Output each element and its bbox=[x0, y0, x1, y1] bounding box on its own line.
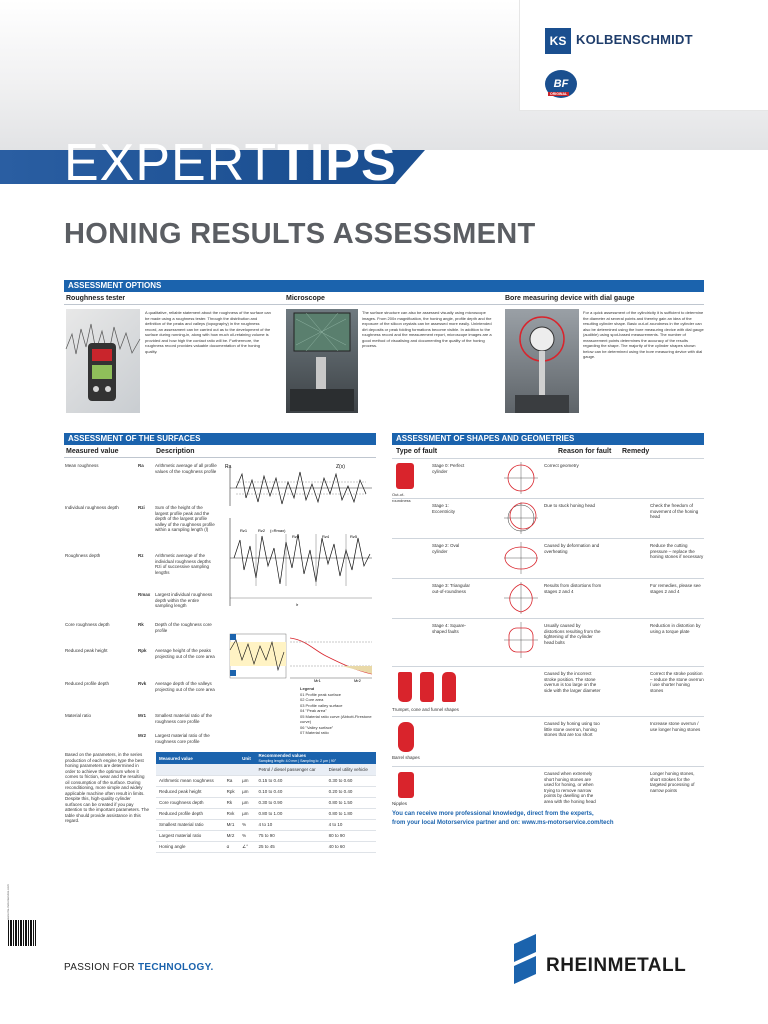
table-row: Reduced peak height Rpk µm 0.10 to 0.40 0.20 to 0.40 bbox=[156, 786, 376, 797]
shape-row: Trumpet, cone and funnel shapes Caused by the incorrect stroke position. The stone overrun is too large on the side with the larger diameter Correct the stroke position – reduce the stone overrun / use shorter honing stones bbox=[392, 666, 704, 716]
rheinmetall-logo-icon bbox=[514, 934, 542, 984]
surfaces-head-value: Measured value bbox=[66, 448, 119, 455]
legend bbox=[300, 686, 376, 736]
option-text-bore-gauge: For a quick assessment of the cylindricity it is sufficient to determine the diameter at several points and thereby gain an idea of the resulting cylinder shape. Basic out-of-roundness in the cylinder can also be determined using the bore measuring device with dial gauge (audible) using spot-based measurements. The number of measurement points determines the accuracy of the results regarding the shape. The majority of the cylinder shapes shown below can be determined using the bore measuring device with dial gauge. bbox=[583, 310, 704, 359]
options-bar: ASSESSMENT OPTIONS bbox=[64, 280, 704, 292]
roughness-record-graphic bbox=[66, 309, 140, 413]
expert-tips-title bbox=[64, 134, 397, 192]
expert-word: EXPERT bbox=[64, 134, 278, 192]
passion-word: PASSION FOR bbox=[64, 962, 135, 973]
label-rz4: Rz4 bbox=[322, 534, 330, 539]
microscope-photo bbox=[286, 309, 358, 413]
kolbenschmidt-logo: KS bbox=[545, 28, 571, 54]
surface-row: Mean roughness Ra Arithmetic average of all profile values of the roughness profile bbox=[65, 463, 217, 474]
table-head-recommended: Recommended values Sampling length: 4.0 mm | Sampling lc: 2 µm | 90° bbox=[256, 752, 376, 764]
roughness-profile-diagram bbox=[226, 458, 376, 608]
col-head-diesel: Diesel utility vehicle bbox=[326, 764, 376, 775]
rheinmetall-name: RHEINMETALL bbox=[546, 955, 687, 976]
stage3-shape-icon bbox=[504, 582, 538, 614]
legend-item: 06 "Valley surface" bbox=[300, 724, 334, 730]
shapes-bar: ASSESSMENT OF SHAPES AND GEOMETRIES bbox=[392, 433, 704, 445]
surface-row: Core roughness depth Rk Depth of the roughness core profile bbox=[65, 622, 212, 633]
technology-word: TECHNOLOGY. bbox=[138, 962, 214, 973]
shape-row: Stage 4: Square-shaped faults Usually caused by distortions resulting from the tightening of the cylinder head bolts Reduction in distortion by using a torque plate bbox=[392, 618, 704, 666]
col-head-petrol: Petrol / diesel passenger car bbox=[256, 764, 326, 775]
option-text-microscope: The surface structure can also be assessed visually using microscope images. From 200x magnification, the honing angle, profile depth and the exposure of the silicon crystals can be assessed more easily. Unintended dirt deposits or peak folding formations become visible. In addition to the roughness record and the measurement report, microscope images are a good method of visualising and documenting the quality of the honing process. bbox=[362, 310, 492, 348]
table-row: Honing angle α ∠° 25 to 45 40 to 60 bbox=[156, 841, 376, 852]
abbott-curve-diagram bbox=[226, 630, 376, 682]
label-rz3: Rz3 bbox=[292, 534, 300, 539]
surface-row: Material ratio Mr1 Smallest material ratio of the roughness core profile bbox=[65, 713, 213, 724]
table-row: Arithmetic mean roughness Ra µm 0.15 to 0.40 0.30 to 0.60 bbox=[156, 775, 376, 786]
bore-gauge-photo bbox=[505, 309, 579, 413]
shape-row: Stage 2: Oval cylinder Caused by deformation and overheating Reduce the cutting pressure – replace the honing stones if necessary bbox=[392, 538, 704, 578]
legend-item: 02 Core area bbox=[300, 697, 324, 702]
surface-row: Individual roughness depth Rzi Sum of the height of the largest profile peak and the depth of the largest profile valley of the roughness profile within a sampling length (l) bbox=[65, 505, 215, 532]
label-lr: lr bbox=[296, 602, 299, 607]
microscope-graphic bbox=[286, 309, 358, 413]
barcode bbox=[8, 920, 36, 946]
label-zx: Z(x) bbox=[336, 464, 345, 470]
table-head-value: Measured value bbox=[156, 752, 239, 764]
legend-item: 03 Profile valley surface bbox=[300, 702, 343, 708]
surface-row: Roughness depth Rz Arithmetic average of the individual roughness depths Rzi of successive sampling lengths bbox=[65, 553, 211, 575]
tips-word: TIPS bbox=[277, 134, 397, 192]
legend-item: 04 "Peak area" bbox=[300, 708, 327, 713]
legend-item: 01 Profile peak surface bbox=[300, 691, 341, 697]
shape-row: Stage 0: Perfect cylinder Correct geometry bbox=[392, 458, 704, 498]
surface-row: Reduced profile depth Rvk Average depth of the valleys projecting out of the core area bbox=[65, 681, 215, 692]
cone-shape-icon bbox=[420, 672, 434, 702]
label-rz2: Rz2 bbox=[258, 528, 266, 533]
bf-logo-sub: ORIGINAL bbox=[550, 92, 568, 96]
stage4-shape-icon bbox=[504, 622, 538, 658]
table-head-unit: Unit bbox=[239, 752, 255, 764]
recommended-values-table bbox=[156, 752, 376, 853]
surface-row: Rmax Largest individual roughness depth within the entire sampling length bbox=[138, 592, 213, 608]
roughness-tester-photo bbox=[66, 309, 140, 413]
option-title-roughness: Roughness tester bbox=[66, 295, 126, 302]
shape-row: Stage 3: Triangular out-of-roundness Results from distortions from stages 2 and 4 For remedies, please see stages 2 and 4 bbox=[392, 578, 704, 618]
shapes-head-type: Type of fault bbox=[396, 448, 438, 455]
shapes-head-remedy: Remedy bbox=[622, 448, 650, 455]
bf-logo: BF bbox=[545, 70, 577, 98]
table-row: Core roughness depth Rk µm 0.30 to 0.90 0.80 to 1.50 bbox=[156, 797, 376, 808]
kolbenschmidt-name: KOLBENSCHMIDT bbox=[576, 32, 693, 47]
more-knowledge-text bbox=[392, 810, 614, 828]
shape-row: Barrel shapes Caused by honing using too little stone overrun, honing stones that are too short Increase stone overrun / use longer honing stones bbox=[392, 716, 704, 766]
label-rmax: (=Rmax) bbox=[270, 528, 286, 533]
surfaces-bar: ASSESSMENT OF THE SURFACES bbox=[64, 433, 376, 445]
label-rz1: Rz1 bbox=[240, 528, 248, 533]
nipple-shape-icon bbox=[398, 772, 414, 798]
table-row: Largest material ratio Mr2 % 75 to 90 80 to 90 bbox=[156, 830, 376, 841]
option-title-bore-gauge: Bore measuring device with dial gauge bbox=[505, 295, 635, 302]
shape-row: Nipples Caused when extremely short honing stones are used for honing, or when trying to remove narrow points by dwelling on the area with the honing head Longer honing stones, short strokes for the targeted processing of narrow points bbox=[392, 766, 704, 810]
surfaces-head-desc: Description bbox=[156, 448, 195, 455]
recommend-intro: Based on the parameters, in the series production of each engine type the best honing parameters are determined in order to achieve the optimum when it comes to friction, wear and the resulting oil consumption of the surface. During reconditioning, more simple and widely applicable machine often result in limits. Despite this, high-quality cylinder surfaces can be created if you pay attention to the important parameters. The table should provide assistance in this regard. bbox=[65, 752, 149, 823]
label-mr1: Mr1 bbox=[314, 678, 321, 683]
surface-row: Reduced peak height Rpk Average height of the peaks projecting out of the core area bbox=[65, 648, 215, 659]
bore-gauge-graphic bbox=[505, 309, 579, 413]
funnel-shape-icon bbox=[442, 672, 456, 702]
stage0-shape-icon bbox=[504, 462, 538, 494]
side-small-print: www.ms-motorservice.com bbox=[6, 884, 10, 920]
out-of-round-label: Out-of-roundness bbox=[392, 492, 411, 503]
surface-row: Mr2 Largest material ratio of the roughness core profile bbox=[138, 733, 210, 744]
label-rz5: Rz5 bbox=[350, 534, 358, 539]
legend-item: 07 Material ratio bbox=[300, 730, 329, 735]
label-mr2: Mr2 bbox=[354, 678, 361, 683]
shape-row: Stage 1: Eccentricity Due to stuck honing head Check the freedom of movement of the honing head bbox=[392, 498, 704, 538]
table-row: Smallest material ratio Mr1 % 4 to 10 4 to 10 bbox=[156, 819, 376, 830]
footer-line-1: You can receive more professional knowledge, direct from the experts, bbox=[392, 811, 594, 817]
option-title-microscope: Microscope bbox=[286, 295, 325, 302]
label-ra: Ra bbox=[225, 464, 232, 470]
trumpet-shape-icon bbox=[398, 672, 412, 702]
stage1-shape-icon bbox=[504, 502, 538, 534]
options-rule bbox=[64, 304, 704, 305]
shapes-head-reason: Reason for fault bbox=[558, 448, 612, 455]
page-title: HONING RESULTS ASSESSMENT bbox=[64, 218, 536, 250]
table-row: Reduced profile depth Rvk µm 0.80 to 1.00 0.80 to 1.80 bbox=[156, 808, 376, 819]
barrel-shape-icon bbox=[398, 722, 414, 752]
option-text-roughness: A qualitative, reliable statement about the roughness of the surface can be made using a roughness tester. Through the distribution and definition of the peaks and valleys (topography) in the roughness record, an assessment can be carried out as to the development of the surface during running-in, along with how much oil-retaining volume is provided and how high the contact ratio will be. Furthermore, the roughness record provides valuable documentation of the honing quality. bbox=[145, 310, 271, 354]
legend-title: Legend bbox=[300, 686, 315, 691]
passion-tagline bbox=[64, 962, 214, 973]
stage2-shape-icon bbox=[504, 542, 538, 574]
footer-link-url[interactable]: from your local Motorservice partner and on: www.ms-motorservice.com/tech bbox=[392, 820, 614, 826]
legend-item: 05 Material ratio curve (Abbott-Firestone curve) bbox=[300, 713, 372, 724]
cylinder-shape-diagrams bbox=[498, 458, 544, 668]
